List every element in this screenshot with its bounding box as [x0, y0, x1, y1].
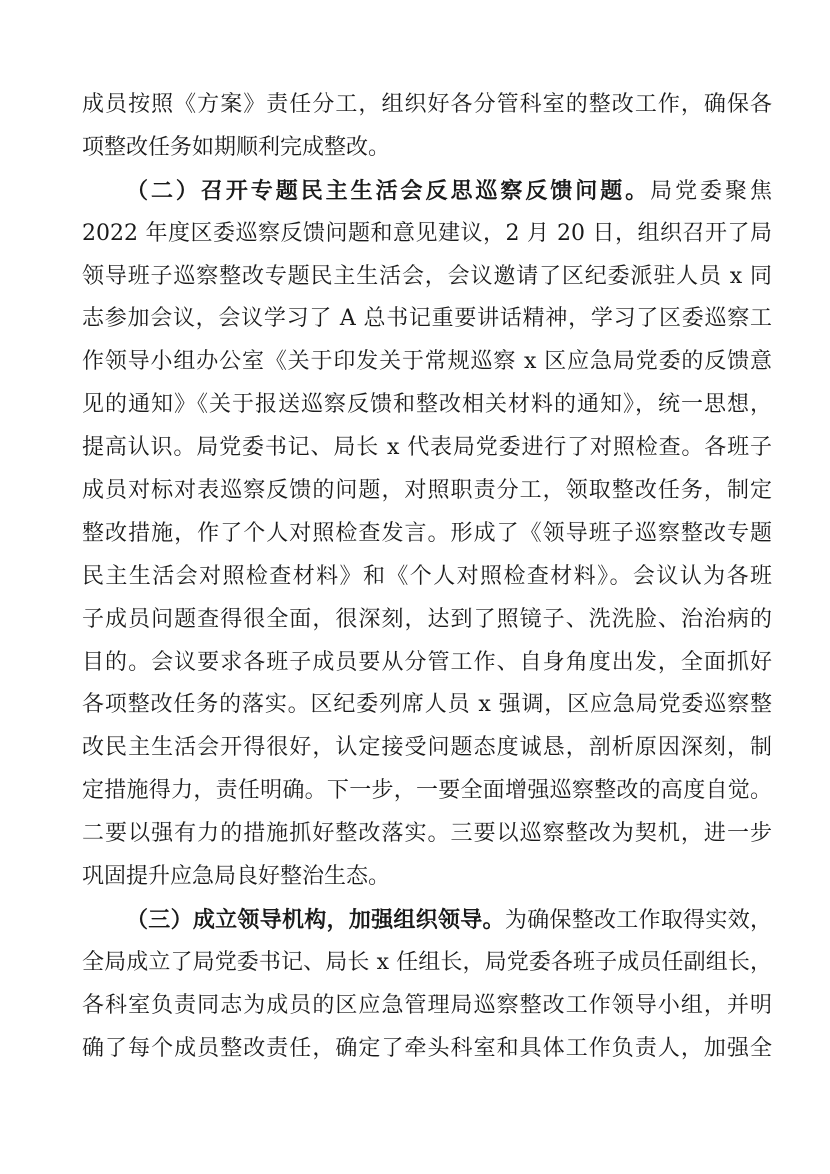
- text-line: 民主生活会对照检查材料》和《个人对照检查材料》。会议认为各班: [82, 563, 772, 589]
- text-line: 整改措施，作了个人对照检查发言。形成了《领导班子巡察整改专题: [82, 520, 772, 546]
- section-heading: （二）召开专题民主生活会反思巡察反馈问题。: [126, 177, 651, 204]
- text-line: 作领导小组办公室《关于印发关于常规巡察 x 区应急局党委的反馈意: [82, 349, 772, 375]
- document-body: [82, 84, 772, 1070]
- section-heading-line: [82, 899, 772, 942]
- text-line: 成员按照《方案》责任分工，组织好各分管科室的整改工作，确保各: [82, 92, 772, 117]
- text-line: 子成员问题查得很全面，很深刻，达到了照镜子、洗洗脸、治治病的: [82, 606, 772, 632]
- text-line: 见的通知》《关于报送巡察反馈和整改相关材料的通知》，统一思想，: [82, 392, 772, 418]
- text-fragment: 局党委聚焦: [650, 178, 772, 204]
- text-line: 各项整改任务的落实。区纪委列席人员 x 强调，区应急局党委巡察整: [82, 692, 772, 718]
- text-line: 定措施得力，责任明确。下一步，一要全面增强巡察整改的高度自觉。: [82, 778, 772, 804]
- section-heading-line: [82, 170, 772, 213]
- text-line: 提高认识。局党委书记、局长 x 代表局党委进行了对照检查。各班子: [82, 435, 772, 461]
- text-line: 全局成立了局党委书记、局长 x 任组长，局党委各班子成员任副组长，: [82, 949, 772, 975]
- text-line: 巩固提升应急局良好整治生态。: [82, 864, 391, 890]
- text-line: 成员对标对表巡察反馈的问题，对照职责分工，领取整改任务，制定: [82, 478, 772, 504]
- section-heading: （三）成立领导机构，加强组织领导。: [126, 906, 505, 933]
- text-line: 确了每个成员整改责任，确定了牵头科室和具体工作负责人，加强全: [82, 1035, 772, 1061]
- text-line: 项整改任务如期顺利完成整改。: [82, 134, 391, 160]
- text-line: 二要以强有力的措施抓好整改落实。三要以巡察整改为契机，进一步: [82, 821, 772, 847]
- text-fragment: 为确保整改工作取得实效，: [504, 907, 772, 933]
- text-line: 目的。会议要求各班子成员要从分管工作、自身角度出发，全面抓好: [82, 649, 772, 675]
- text-line: 志参加会议，会议学习了 A 总书记重要讲话精神，学习了区委巡察工: [82, 306, 772, 332]
- text-line: 2022 年度区委巡察反馈问题和意见建议，2 月 20 日，组织召开了局: [82, 220, 772, 246]
- text-line: 各科室负责同志为成员的区应急管理局巡察整改工作领导小组，并明: [82, 992, 772, 1018]
- text-line: 领导班子巡察整改专题民主生活会，会议邀请了区纪委派驻人员 x 同: [82, 263, 772, 289]
- text-line: 改民主生活会开得很好，认定接受问题态度诚恳，剖析原因深刻，制: [82, 735, 772, 761]
